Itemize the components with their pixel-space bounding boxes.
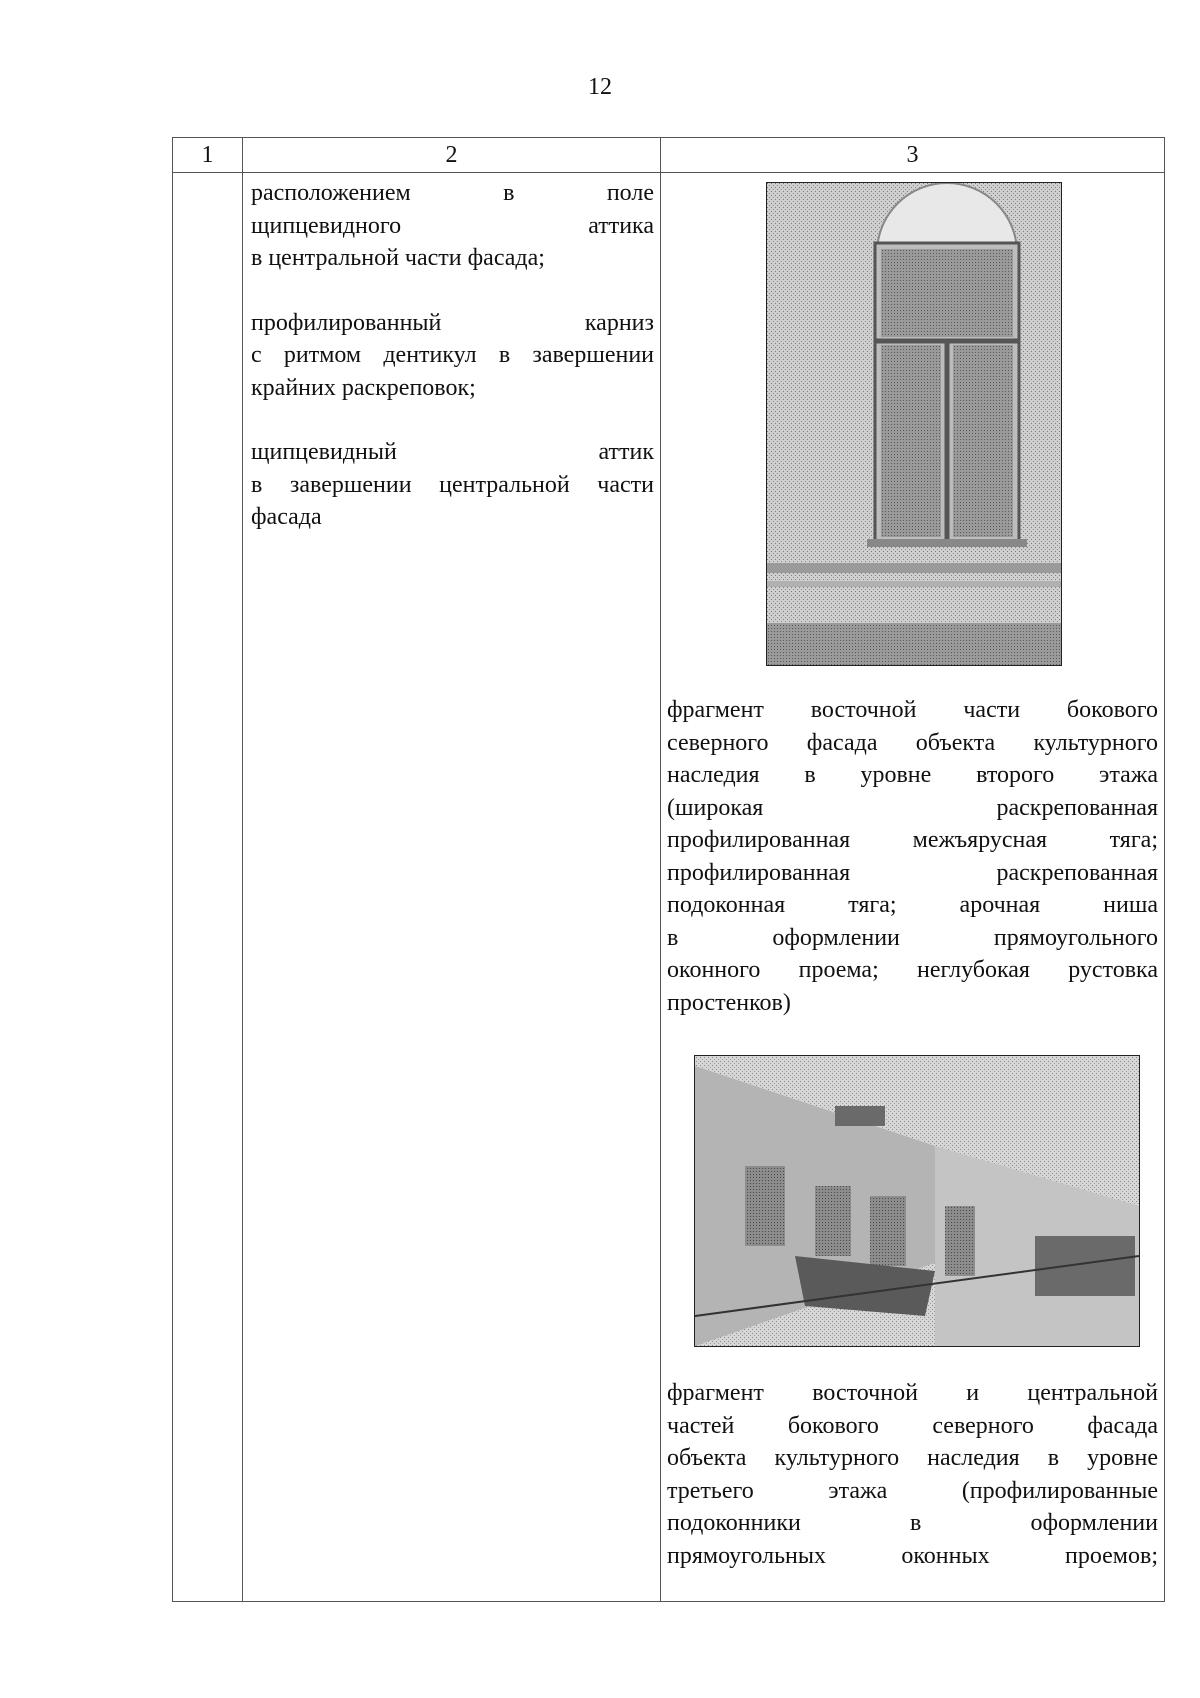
caption-line: фрагмент восточной и центральной	[667, 1380, 1158, 1406]
caption-line: подоконная тяга; арочная ниша	[667, 892, 1158, 918]
text-line: щипцевидный аттик	[251, 439, 654, 465]
text-line: с ритмом дентикул в завершении	[251, 342, 654, 368]
text-line: профилированный карниз	[251, 309, 654, 336]
description-table	[172, 137, 1165, 1602]
caption-line: подоконники в оформлении	[667, 1510, 1158, 1536]
caption-line: профилированная межъярусная тяга;	[667, 827, 1158, 853]
row-number-cell	[173, 173, 243, 1602]
page-number: 12	[588, 74, 612, 100]
window-photo	[766, 182, 1062, 666]
balcony-photo	[694, 1055, 1140, 1347]
caption-line: северного фасада объекта культурного	[667, 729, 1158, 756]
caption-line: (широкая раскрепованная	[667, 794, 1158, 821]
header-col-1: 1	[173, 138, 243, 173]
text-line: крайних раскреповок;	[251, 374, 476, 401]
text-line: расположением в поле	[251, 180, 654, 206]
text-line: в завершении центральной части	[251, 471, 654, 498]
caption-line: объекта культурного наследия в уровне	[667, 1445, 1158, 1471]
caption-1	[667, 694, 1158, 1019]
caption-line: частей бокового северного фасада	[667, 1412, 1158, 1439]
table-row	[173, 173, 1165, 1602]
caption-line: наследия в уровне второго этажа	[667, 762, 1158, 788]
table-header-row	[173, 138, 1165, 173]
header-col-2: 2	[243, 138, 661, 173]
caption-line: в оформлении прямоугольного	[667, 924, 1158, 951]
caption-2	[667, 1377, 1158, 1572]
text-line: фасада	[251, 504, 322, 530]
elements-description-cell	[243, 173, 661, 1602]
caption-line: простенков)	[667, 989, 791, 1016]
header-col-3: 3	[661, 138, 1165, 173]
text-line: щипцевидного аттика	[251, 212, 654, 239]
photo-fixation-cell	[661, 173, 1165, 1602]
caption-line: прямоугольных оконных проемов;	[667, 1542, 1158, 1569]
caption-line: профилированная раскрепованная	[667, 859, 1158, 886]
text-line: в центральной части фасада;	[251, 245, 545, 271]
caption-line: фрагмент восточной части бокового	[667, 697, 1158, 723]
caption-line: третьего этажа (профилированные	[667, 1477, 1158, 1504]
caption-line: оконного проема; неглубокая рустовка	[667, 957, 1158, 983]
